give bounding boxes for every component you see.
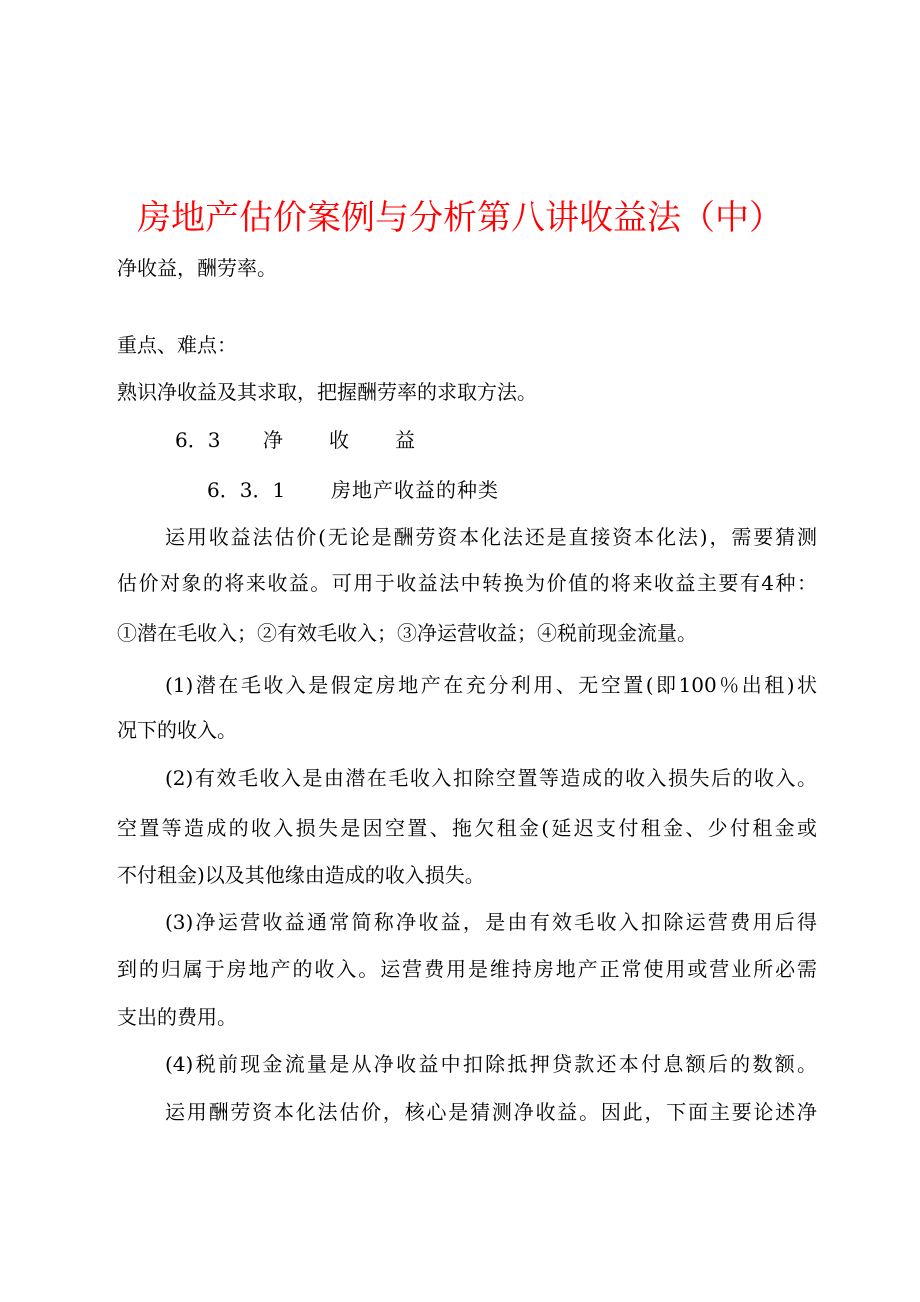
paragraph-line: 到的归属于房地产的收入。运营费用是维持房地产正常使用或营业所必需: [117, 957, 817, 981]
paragraph-line: (4)税前现金流量是从净收益中扣除抵押贷款还本付息额后的数额。: [165, 1052, 817, 1076]
focus-text: 熟识净收益及其求取，把握酬劳率的求取方法。: [117, 380, 537, 404]
paragraph-line: ①潜在毛收入；②有效毛收入；③净运营收益；④税前现金流量。: [117, 621, 697, 645]
paragraph-line: (1)潜在毛收入是假定房地产在充分利用、无空置(即100％出租)状: [165, 673, 817, 697]
section-number: 6．3．1: [207, 478, 286, 502]
keywords: 净收益，酬劳率。: [117, 256, 277, 280]
section-char: 净: [263, 428, 283, 452]
paragraph-line: 估价对象的将来收益。可用于收益法中转换为价值的将来收益主要有4种：: [117, 571, 817, 595]
paragraph-line: (2)有效毛收入是由潜在毛收入扣除空置等造成的收入损失后的收入。: [165, 766, 817, 790]
paragraph-line: 支出的费用。: [117, 1005, 237, 1029]
paragraph-line: (3)净运营收益通常简称净收益，是由有效毛收入扣除运营费用后得: [165, 910, 817, 934]
paragraph-line: 空置等造成的收入损失是因空置、拖欠租金(延迟支付租金、少付租金或: [117, 816, 817, 840]
section-title: 房地产收益的种类: [331, 478, 499, 502]
paragraph-line: 况下的收入。: [117, 718, 237, 742]
section-char: 收: [329, 428, 349, 452]
paragraph-line: 运用酬劳资本化法估价，核心是猜测净收益。因此，下面主要论述净: [165, 1100, 817, 1124]
section-char: 益: [395, 428, 415, 452]
document-title: 房地产估价案例与分析第八讲收益法（中）: [137, 198, 783, 238]
focus-label: 重点、难点：: [117, 333, 237, 357]
paragraph-line: 不付租金)以及其他缘由造成的收入损失。: [117, 863, 485, 887]
section-number: 6．3: [175, 428, 221, 452]
paragraph-line: 运用收益法估价(无论是酬劳资本化法还是直接资本化法)，需要猜测: [165, 525, 817, 549]
